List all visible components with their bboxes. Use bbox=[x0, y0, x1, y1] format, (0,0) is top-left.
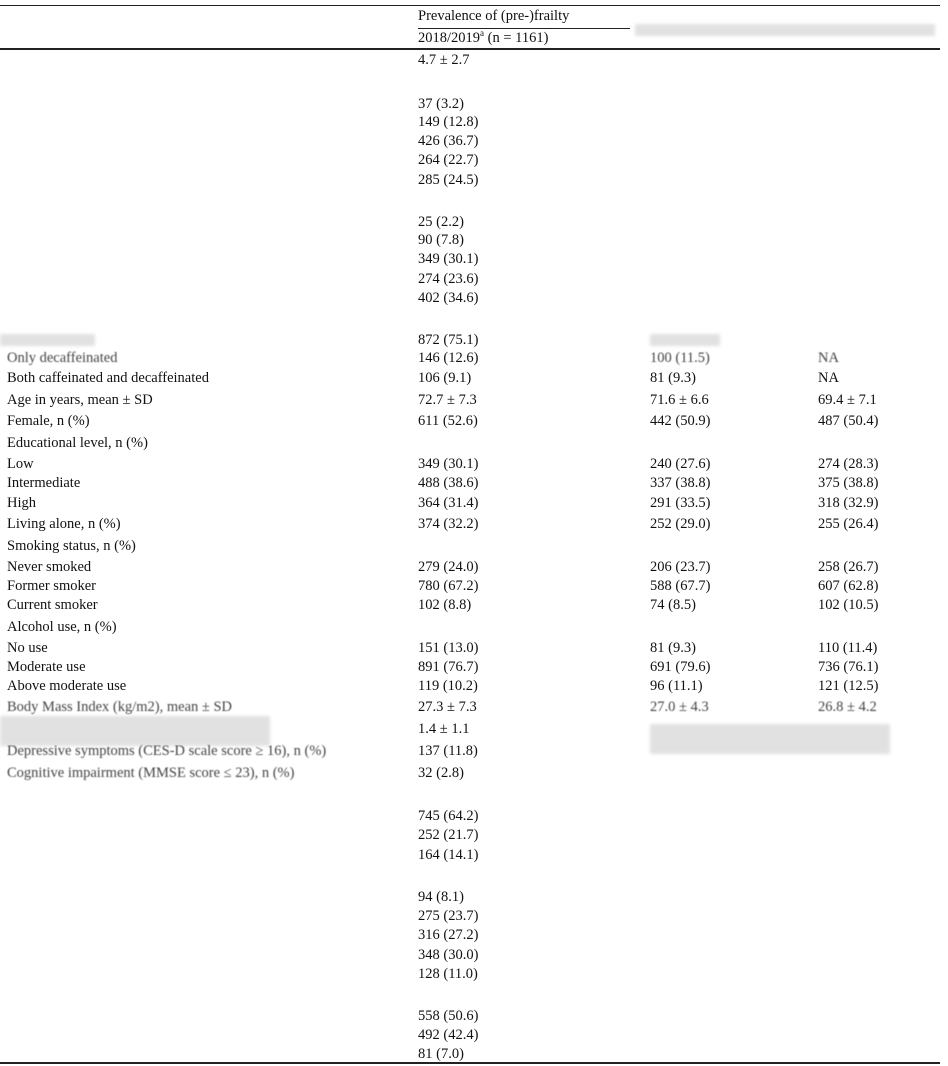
table-cell: 285 (24.5) bbox=[418, 172, 479, 188]
row-label: Moderate use bbox=[7, 659, 86, 675]
table-bottom-rule bbox=[0, 1062, 940, 1064]
table-cell: 81 (9.3) bbox=[650, 370, 696, 386]
blurred-cell-region bbox=[650, 724, 890, 754]
row-label: Depressive symptoms (CES-D scale score ≥ 16), n (%) bbox=[7, 743, 327, 759]
row-label: Intermediate bbox=[7, 475, 81, 491]
table-cell: 151 (13.0) bbox=[418, 640, 479, 656]
column-header-prevalence: Prevalence of (pre-)frailty bbox=[418, 8, 570, 24]
table-cell: 106 (9.1) bbox=[418, 370, 472, 386]
table-cell: 90 (7.8) bbox=[418, 232, 464, 248]
row-label: Above moderate use bbox=[7, 678, 127, 694]
blurred-cell-region bbox=[650, 334, 720, 346]
table-cell: 349 (30.1) bbox=[418, 251, 479, 267]
table-cell: 119 (10.2) bbox=[418, 678, 478, 694]
table-cell: 374 (32.2) bbox=[418, 516, 479, 532]
table-cell: 364 (31.4) bbox=[418, 495, 479, 511]
table-cell: 206 (23.7) bbox=[650, 559, 711, 575]
table-cell: 780 (67.2) bbox=[418, 578, 479, 594]
row-label: Both caffeinated and decaffeinated bbox=[7, 370, 209, 386]
table-cell: 558 (50.6) bbox=[418, 1008, 479, 1024]
table-cell: 426 (36.7) bbox=[418, 133, 479, 149]
table-cell: 607 (62.8) bbox=[818, 578, 879, 594]
table-cell: 74 (8.5) bbox=[650, 597, 696, 613]
row-label: Age in years, mean ± SD bbox=[7, 392, 153, 408]
table-cell: 348 (30.0) bbox=[418, 947, 479, 963]
table-cell: 274 (23.6) bbox=[418, 271, 479, 287]
table-cell: 492 (42.4) bbox=[418, 1027, 479, 1043]
row-label: Current smoker bbox=[7, 597, 98, 613]
table-cell: 102 (10.5) bbox=[818, 597, 879, 613]
table-cell: 337 (38.8) bbox=[650, 475, 711, 491]
table-cell: 588 (67.7) bbox=[650, 578, 711, 594]
row-label: Low bbox=[7, 456, 34, 472]
sample-size: (n = 1161) bbox=[487, 30, 549, 46]
table-cell: 258 (26.7) bbox=[818, 559, 879, 575]
table-cell: 25 (2.2) bbox=[418, 214, 464, 230]
row-label: Female, n (%) bbox=[7, 413, 90, 429]
table-cell: 128 (11.0) bbox=[418, 966, 478, 982]
table-cell: 745 (64.2) bbox=[418, 808, 479, 824]
section-label: Educational level, n (%) bbox=[7, 435, 148, 451]
row-label: Living alone, n (%) bbox=[7, 516, 121, 532]
table-cell: 1.4 ± 1.1 bbox=[418, 721, 470, 737]
table-cell: 72.7 ± 7.3 bbox=[418, 392, 477, 408]
table-cell: 149 (12.8) bbox=[418, 114, 479, 130]
table-cell: 487 (50.4) bbox=[818, 413, 879, 429]
row-label: Only decaffeinated bbox=[7, 350, 118, 366]
wave-label: 2018/2019 bbox=[418, 30, 481, 46]
table-cell: 736 (76.1) bbox=[818, 659, 879, 675]
column-header-wave bbox=[418, 30, 548, 47]
table-cell: 26.8 ± 4.2 bbox=[818, 699, 877, 715]
table-cell: 375 (38.8) bbox=[818, 475, 879, 491]
row-label: High bbox=[7, 495, 36, 511]
table-cell: 891 (76.7) bbox=[418, 659, 479, 675]
table-cell: NA bbox=[818, 350, 839, 366]
row-label: Body Mass Index (kg/m2), mean ± SD bbox=[7, 699, 233, 715]
table-cell: 121 (12.5) bbox=[818, 678, 879, 694]
table-cell: 611 (52.6) bbox=[418, 413, 478, 429]
table-cell: 442 (50.9) bbox=[650, 413, 711, 429]
table-cell: 4.7 ± 2.7 bbox=[418, 52, 470, 68]
table-cell: 318 (32.9) bbox=[818, 495, 879, 511]
table-cell: 71.6 ± 6.6 bbox=[650, 392, 709, 408]
header-rule bbox=[0, 48, 940, 50]
table-cell: 691 (79.6) bbox=[650, 659, 711, 675]
footnote-marker: a bbox=[480, 28, 485, 39]
table-top-rule bbox=[0, 5, 940, 6]
table-cell: 102 (8.8) bbox=[418, 597, 472, 613]
table-cell: 110 (11.4) bbox=[818, 640, 878, 656]
table-cell: 37 (3.2) bbox=[418, 96, 464, 112]
header-span-rule bbox=[418, 28, 630, 29]
table-cell: 27.0 ± 4.3 bbox=[650, 699, 709, 715]
table-cell: 264 (22.7) bbox=[418, 152, 479, 168]
table-cell: 252 (21.7) bbox=[418, 827, 479, 843]
table-cell: 274 (28.3) bbox=[818, 456, 879, 472]
table-cell: NA bbox=[818, 370, 839, 386]
table-cell: 291 (33.5) bbox=[650, 495, 711, 511]
table-cell: 100 (11.5) bbox=[650, 350, 710, 366]
table-cell: 279 (24.0) bbox=[418, 559, 479, 575]
section-label: Smoking status, n (%) bbox=[7, 538, 136, 554]
blurred-label-region bbox=[0, 334, 95, 346]
table-cell: 69.4 ± 7.1 bbox=[818, 392, 877, 408]
table-cell: 137 (11.8) bbox=[418, 743, 478, 759]
table-cell: 94 (8.1) bbox=[418, 889, 464, 905]
table-cell: 164 (14.1) bbox=[418, 847, 479, 863]
table-cell: 872 (75.1) bbox=[418, 332, 479, 348]
row-label: No use bbox=[7, 640, 48, 656]
table-cell: 252 (29.0) bbox=[650, 516, 711, 532]
table-cell: 96 (11.1) bbox=[650, 678, 703, 694]
table-cell: 275 (23.7) bbox=[418, 908, 479, 924]
table-cell: 81 (7.0) bbox=[418, 1046, 464, 1062]
table-cell: 402 (34.6) bbox=[418, 290, 479, 306]
table-cell: 27.3 ± 7.3 bbox=[418, 699, 477, 715]
section-label: Alcohol use, n (%) bbox=[7, 619, 117, 635]
table-cell: 349 (30.1) bbox=[418, 456, 479, 472]
table-cell: 240 (27.6) bbox=[650, 456, 711, 472]
blurred-header-region bbox=[635, 24, 935, 36]
table-cell: 488 (38.6) bbox=[418, 475, 479, 491]
row-label: Cognitive impairment (MMSE score ≤ 23), n (%) bbox=[7, 765, 295, 781]
row-label: Never smoked bbox=[7, 559, 92, 575]
table-cell: 146 (12.6) bbox=[418, 350, 479, 366]
table-cell: 255 (26.4) bbox=[818, 516, 879, 532]
row-label: Former smoker bbox=[7, 578, 96, 594]
table-cell: 316 (27.2) bbox=[418, 927, 479, 943]
table-cell: 32 (2.8) bbox=[418, 765, 464, 781]
table-cell: 81 (9.3) bbox=[650, 640, 696, 656]
